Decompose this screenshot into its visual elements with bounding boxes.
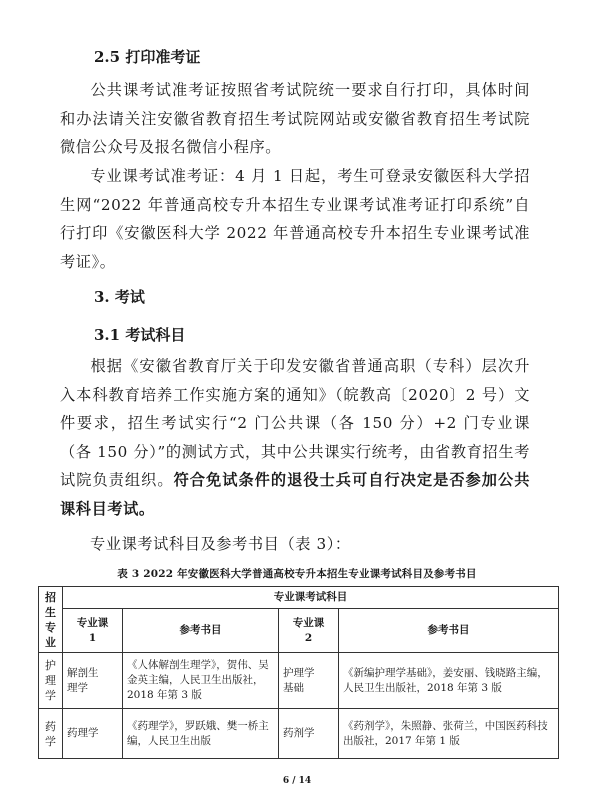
row-course1: 药理学 bbox=[63, 709, 123, 759]
table-header-row-1 bbox=[39, 587, 559, 609]
paragraph-text: 根据《安徽省教育厅关于印发安徽省普通高职（专科）层次升入本科教育培养工作实施方案的通知》（皖教高〔2020〕2 号）文件要求，招生考试实行“2 门公共课（各 150 分）+2 门专业课（各 150 分）”的测试方式，其中公共课实行统考，由省教育招生考试院负责组织。 bbox=[60, 357, 530, 490]
row-course1: 解剖生 理学 bbox=[63, 653, 123, 709]
group-header: 专业课考试科目 bbox=[63, 587, 559, 609]
row-major: 护 理 学 bbox=[39, 653, 63, 709]
section-3-1-paragraph-1 bbox=[60, 352, 530, 524]
table-row bbox=[39, 709, 559, 759]
col-ref2-header: 参考书目 bbox=[339, 609, 559, 653]
col-ref1-header: 参考书目 bbox=[123, 609, 279, 653]
col-course1-header: 专业课 1 bbox=[63, 609, 123, 653]
row-ref2: 《药剂学》，朱照静、张荷兰，中国医药科技出版社，2017 年第 1 版 bbox=[339, 709, 559, 759]
paragraph-bold-text: 符合免试条件的退役士兵可自行决定是否参加公共课科目考试。 bbox=[60, 471, 531, 518]
row-ref2: 《新编护理学基础》，姜安丽、钱晓路主编，人民卫生出版社，2018 年第 3 版 bbox=[339, 653, 559, 709]
section-2-5-paragraph-2: 专业课考试准考证：4 月 1 日起，考生可登录安徽医科大学招生网“2022 年普通高校专升本招生专业课考试准考证打印系统”自行打印《安徽医科大学 2022 年普通高校专升本招生专业课考试准考证》。 bbox=[60, 167, 530, 271]
row-ref1: 《药理学》，罗跃娥、樊一桥主编，人民卫生出版 bbox=[123, 709, 279, 759]
section-2-5-paragraph-1: 公共课考试准考证按照省考试院统一要求自行打印，具体时间和办法请关注安徽省教育招生考试院网站或安徽省教育招生考试院微信公众号及报名微信小程序。 bbox=[60, 81, 530, 157]
page-number: 6 / 14 bbox=[282, 776, 312, 786]
row-major: 药 学 bbox=[39, 709, 63, 759]
section-3-title: 3. 考试 bbox=[94, 288, 145, 306]
section-3-1-title: 3.1 考试科目 bbox=[94, 326, 186, 344]
row-ref1: 《人体解剖生理学》，贺伟、吴金英主编，人民卫生出版社，2018 年第 3 版 bbox=[123, 653, 279, 709]
exam-subjects-table bbox=[38, 586, 559, 759]
row-course2: 药剂学 bbox=[279, 709, 339, 759]
row-course2: 护理学 基础 bbox=[279, 653, 339, 709]
section-3-1-paragraph-2: 专业课考试科目及参考书目（表 3）： bbox=[90, 535, 351, 553]
table-row bbox=[39, 653, 559, 709]
major-header: 招 生 专 业 bbox=[39, 587, 63, 653]
table-header-row-2 bbox=[39, 609, 559, 653]
section-2-5-title: 2.5 打印准考证 bbox=[94, 48, 201, 66]
col-course2-header: 专业课 2 bbox=[279, 609, 339, 653]
table-caption: 表 3 2022 年安徽医科大学普通高校专升本招生专业课考试科目及参考书目 bbox=[117, 568, 477, 580]
